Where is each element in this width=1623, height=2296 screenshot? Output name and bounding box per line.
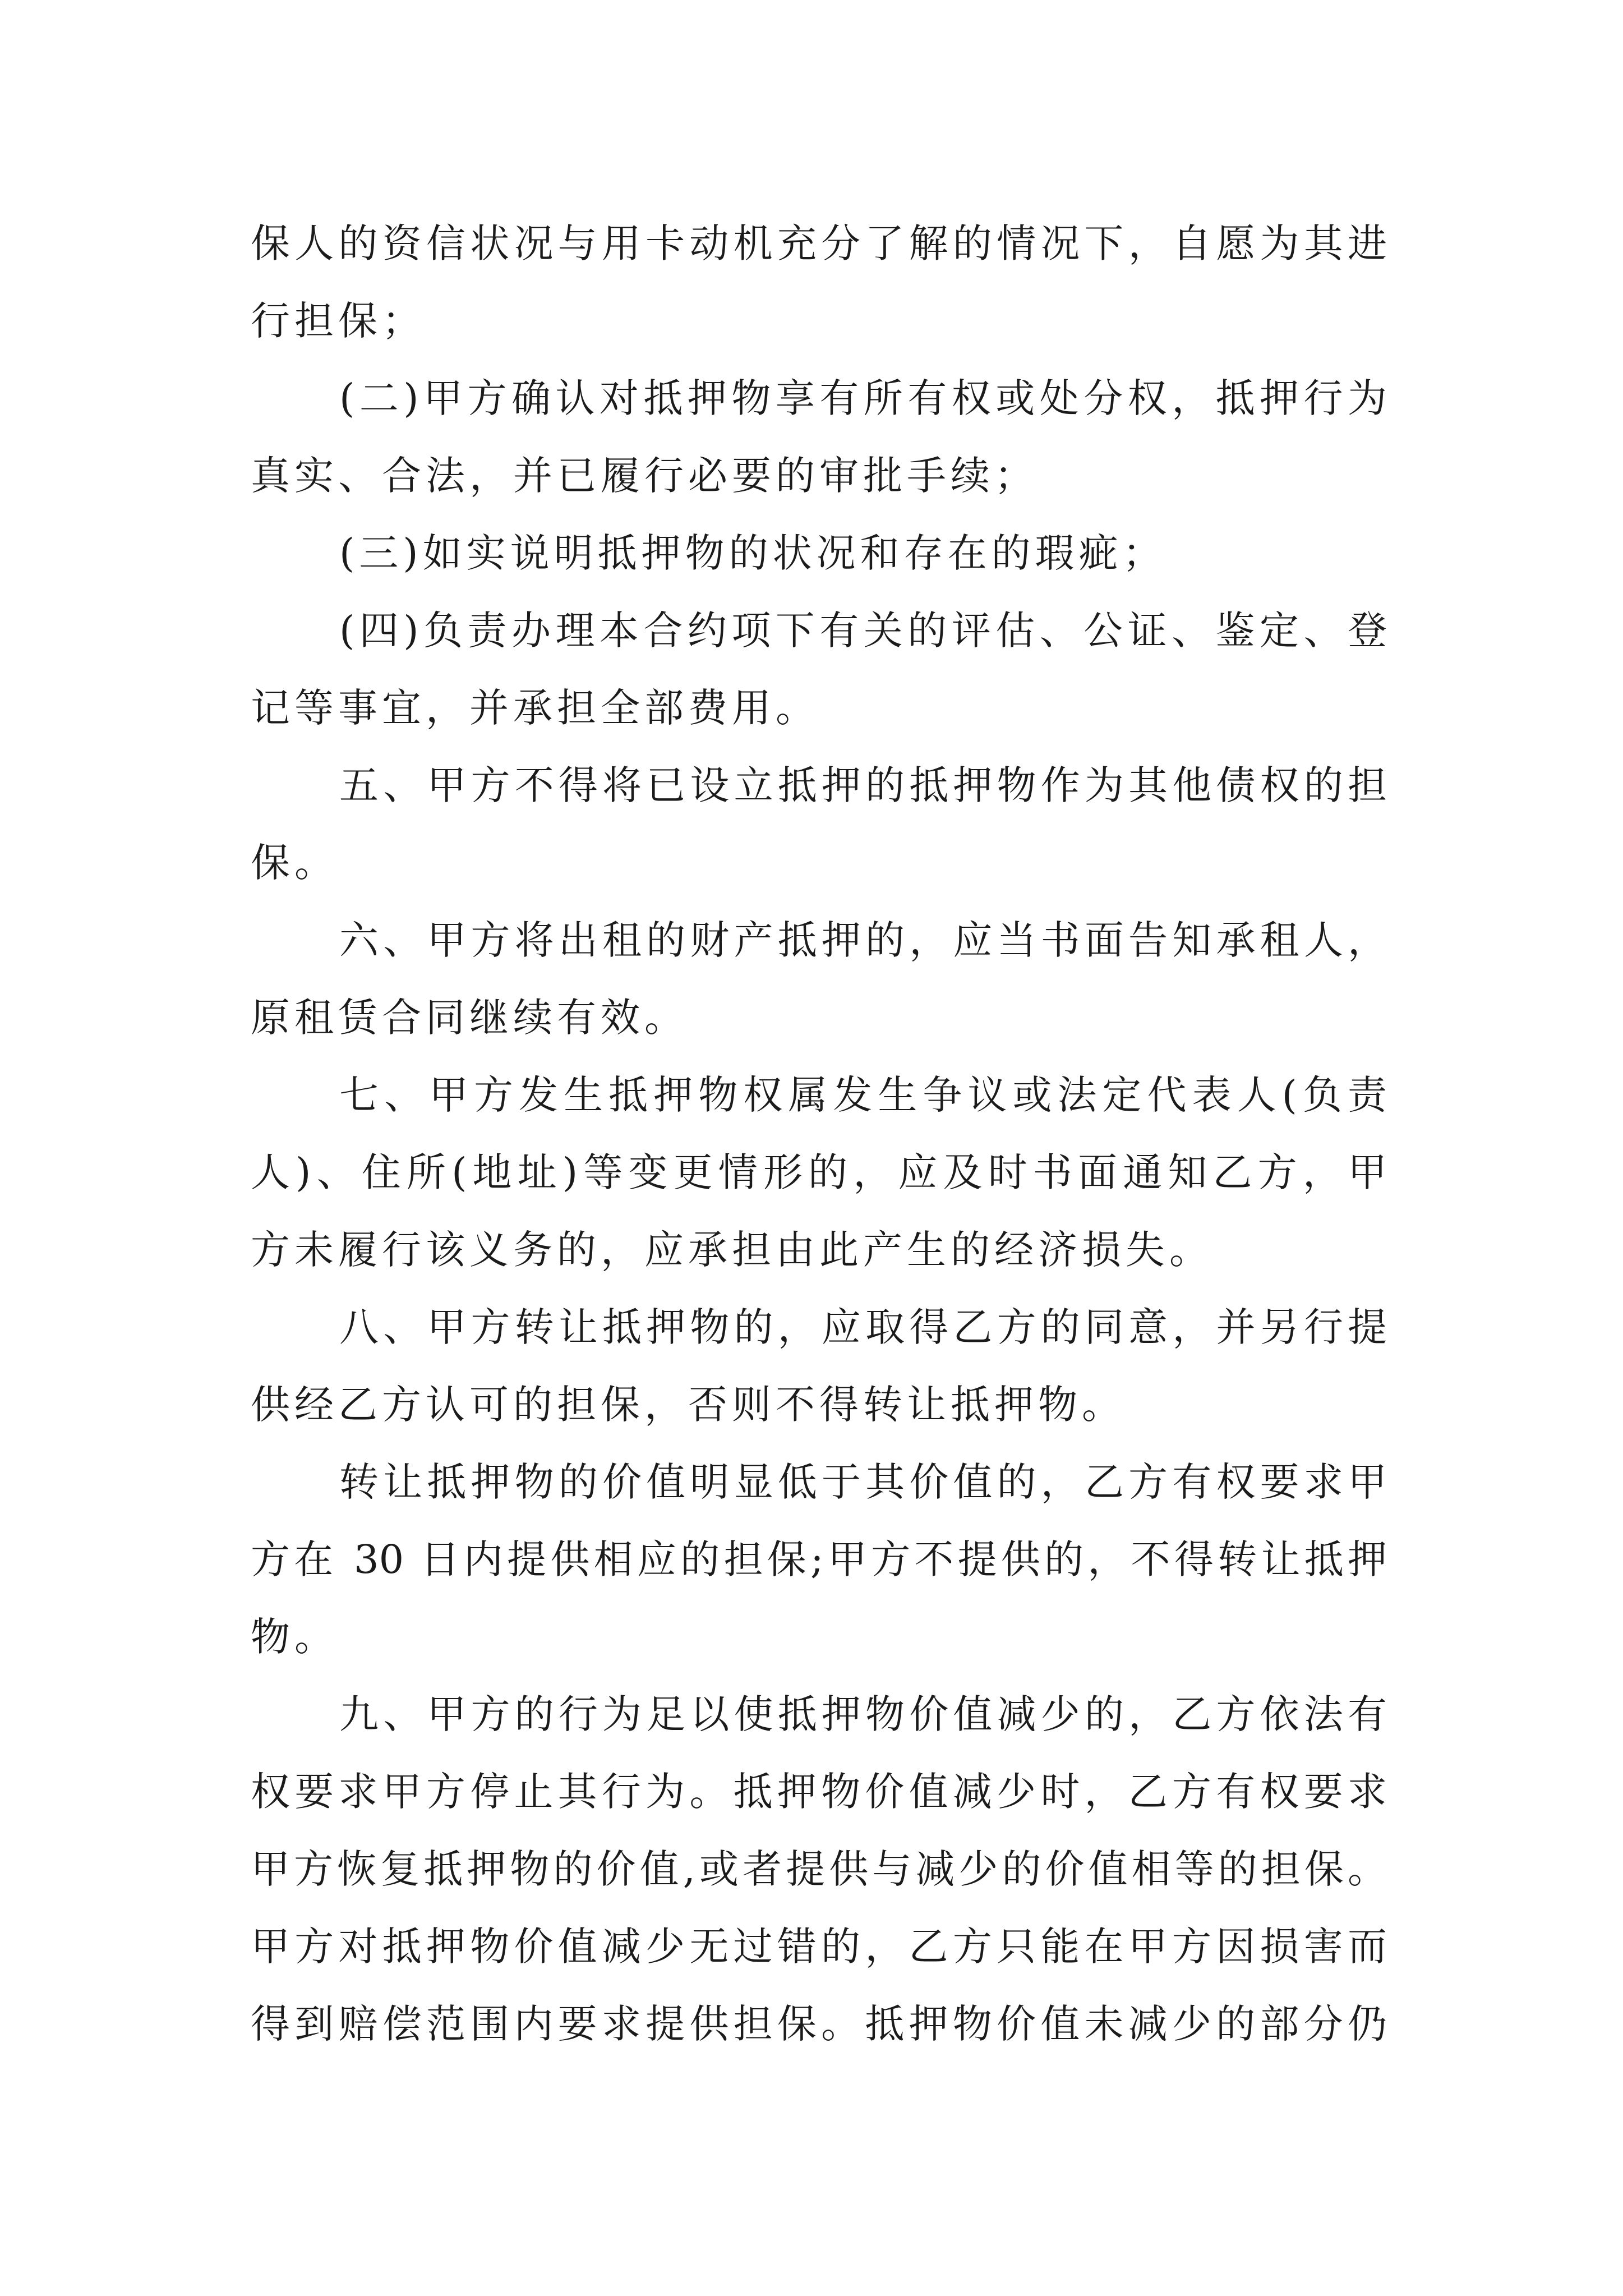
paragraph-clause-3 <box>251 514 1387 592</box>
text-line: 方在 30 日内提供相应的担保;甲方不提供的，不得转让抵押 <box>251 1536 1387 1582</box>
text-line: 权要求甲方停止其行为。抵押物价值减少时，乙方有权要求 <box>251 1769 1387 1815</box>
text-line: 人)、住所(地址)等变更情形的，应及时书面通知乙方，甲 <box>251 1149 1387 1195</box>
paragraph-clause-2 <box>251 360 1387 514</box>
text-line: 五、甲方不得将已设立抵押的抵押物作为其他债权的担 <box>339 762 1387 808</box>
text-line: (三)如实说明抵押物的状况和存在的瑕疵； <box>339 530 1166 576</box>
contract-body <box>251 205 1387 2063</box>
text-line: 记等事宜，并承担全部费用。 <box>251 685 819 731</box>
text-line: 物。 <box>251 1614 338 1660</box>
paragraph-article-5 <box>251 747 1387 901</box>
text-line: 九、甲方的行为足以使抵押物价值减少的，乙方依法有 <box>339 1691 1387 1737</box>
paragraph-clause-4 <box>251 592 1387 747</box>
text-line: 七、甲方发生抵押物权属发生争议或法定代表人(负责 <box>339 1072 1387 1118</box>
text-line: 保人的资信状况与用卡动机充分了解的情况下，自愿为其进 <box>251 220 1387 266</box>
paragraph-article-9 <box>251 1676 1387 2063</box>
text-line: 行担保； <box>251 298 426 344</box>
paragraph-article-8 <box>251 1289 1387 1443</box>
text-line: 保。 <box>251 840 338 886</box>
text-line: 转让抵押物的价值明显低于其价值的，乙方有权要求甲 <box>339 1459 1387 1505</box>
text-line: 方未履行该义务的，应承担由此产生的经济损失。 <box>251 1227 1213 1273</box>
text-line: 得到赔偿范围内要求提供担保。抵押物价值未减少的部分仍 <box>251 2001 1387 2047</box>
paragraph-continuation <box>251 205 1387 360</box>
text-line: 真实、合法，并已履行必要的审批手续； <box>251 453 1038 499</box>
text-line: 六、甲方将出租的财产抵押的，应当书面告知承租人， <box>339 917 1387 963</box>
text-line: 甲方对抵押物价值减少无过错的，乙方只能在甲方因损害而 <box>251 1924 1387 1970</box>
text-line: 原租赁合同继续有效。 <box>251 995 688 1041</box>
text-line: (四)负责办理本合约项下有关的评估、公证、鉴定、登 <box>339 608 1387 654</box>
text-line: (二)甲方确认对抵押物享有所有权或处分权，抵押行为 <box>339 375 1387 421</box>
paragraph-article-7 <box>251 1056 1387 1289</box>
text-line: 供经乙方认可的担保，否则不得转让抵押物。 <box>251 1382 1126 1428</box>
text-line: 甲方恢复抵押物的价值,或者提供与减少的价值相等的担保。 <box>251 1846 1387 1892</box>
paragraph-article-6 <box>251 901 1387 1056</box>
text-line: 八、甲方转让抵押物的，应取得乙方的同意，并另行提 <box>339 1304 1387 1350</box>
paragraph-transfer <box>251 1443 1387 1676</box>
